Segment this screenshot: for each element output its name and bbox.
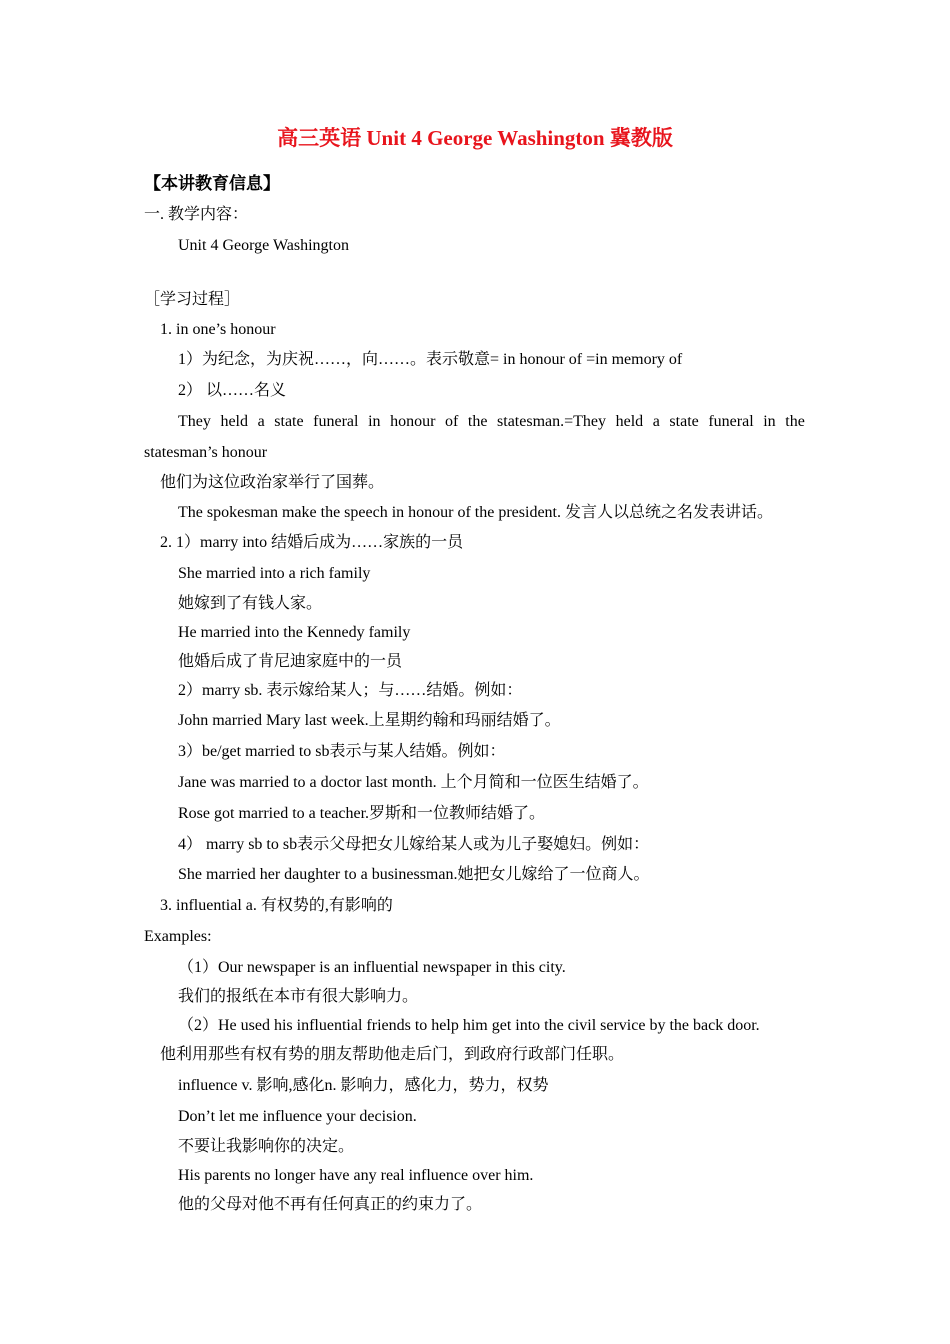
influence-example2-en: His parents no longer have any real influence over him. bbox=[178, 1167, 534, 1184]
item2-sub3: 3）be/get married to sb表示与某人结婚。例如： bbox=[178, 743, 506, 760]
process-label: ［学习过程］ bbox=[144, 291, 241, 308]
section-heading: 【本讲教育信息】 bbox=[144, 174, 280, 193]
item1-example1-word: of bbox=[445, 413, 459, 430]
item1-example1-continued: statesman’s honour bbox=[144, 444, 268, 461]
influence-example1-cn: 不要让我影响你的决定。 bbox=[178, 1138, 355, 1155]
item1-example1-word: the bbox=[785, 413, 805, 430]
item1-example1 bbox=[178, 412, 805, 432]
influence-example1-en: Don’t let me influence your decision. bbox=[178, 1108, 417, 1125]
item3-example1-en: （1）Our newspaper is an influential newspaper in this city. bbox=[178, 959, 566, 976]
item3-example2-cn: 他利用那些有权有势的朋友帮助他走后门，到政府行政部门任职。 bbox=[160, 1046, 625, 1063]
influence-definition: influence v. 影响,感化n. 影响力，感化力，势力，权势 bbox=[178, 1077, 549, 1094]
item1-example1-word: in bbox=[763, 413, 776, 430]
item1-meaning2: 2） 以……名义 bbox=[178, 382, 287, 399]
item1-example1-word: a bbox=[257, 413, 265, 430]
item1-example1-word: state bbox=[669, 413, 699, 430]
item2-sub4-example: She married her daughter to a businessman.她把女儿嫁给了一位商人。 bbox=[178, 866, 650, 883]
item1-example2: The spokesman make the speech in honour of the president. 发言人以总统之名发表讲话。 bbox=[178, 504, 774, 521]
item3-example1-cn: 我们的报纸在本市有很大影响力。 bbox=[178, 988, 419, 1005]
item3-examples-label: Examples: bbox=[144, 928, 212, 945]
item2-sub2: 2）marry sb. 表示嫁给某人；与……结婚。例如： bbox=[178, 682, 523, 699]
item2-sub4: 4） marry sb to sb表示父母把女儿嫁给某人或为儿子娶媳妇。例如： bbox=[178, 836, 650, 853]
item2-example2-cn: 他婚后成了肯尼迪家庭中的一员 bbox=[178, 653, 403, 670]
item2-heading: 2. 1）marry into 结婚后成为……家族的一员 bbox=[160, 534, 464, 551]
item1-example1-word: held bbox=[220, 413, 248, 430]
item2-example1-cn: 她嫁到了有钱人家。 bbox=[178, 595, 323, 612]
item1-example1-word: the bbox=[467, 413, 488, 430]
item1-example1-word: held bbox=[615, 413, 644, 430]
item1-example1-word: state bbox=[274, 413, 304, 430]
item2-sub3-example1: Jane was married to a doctor last month. 上个月简和一位医生结婚了。 bbox=[178, 774, 649, 791]
item1-example1-word: They bbox=[178, 413, 211, 430]
item2-example1-en: She married into a rich family bbox=[178, 565, 371, 582]
content-label: 一. 教学内容： bbox=[144, 206, 249, 223]
item3-example2-en: （2）He used his influential friends to help him get into the civil service by the back door. bbox=[178, 1017, 760, 1034]
item1-example1-word: honour bbox=[390, 413, 436, 430]
document-title: 高三英语 Unit 4 George Washington 冀教版 bbox=[277, 126, 673, 150]
item1-example1-word: funeral bbox=[708, 413, 754, 430]
item2-sub3-example2: Rose got married to a teacher.罗斯和一位教师结婚了。 bbox=[178, 805, 546, 822]
item1-heading: 1. in one’s honour bbox=[160, 321, 276, 338]
item1-example1-word: funeral bbox=[313, 413, 359, 430]
unit-name: Unit 4 George Washington bbox=[178, 237, 349, 254]
item1-example1-word: in bbox=[368, 413, 381, 430]
item2-example2-en: He married into the Kennedy family bbox=[178, 624, 411, 641]
item1-example1-word: a bbox=[652, 413, 660, 430]
item1-example1-word: statesman.=They bbox=[497, 413, 607, 430]
item2-sub2-example: John married Mary last week.上星期约翰和玛丽结婚了。 bbox=[178, 712, 561, 729]
item1-meaning1: 1）为纪念，为庆祝……，向……。表示敬意= in honour of =in memory of bbox=[178, 351, 683, 368]
item1-example1-translation: 他们为这位政治家举行了国葬。 bbox=[160, 474, 385, 491]
item3-heading: 3. influential a. 有权势的,有影响的 bbox=[160, 897, 393, 914]
influence-example2-cn: 他的父母对他不再有任何真正的约束力了。 bbox=[178, 1196, 483, 1213]
